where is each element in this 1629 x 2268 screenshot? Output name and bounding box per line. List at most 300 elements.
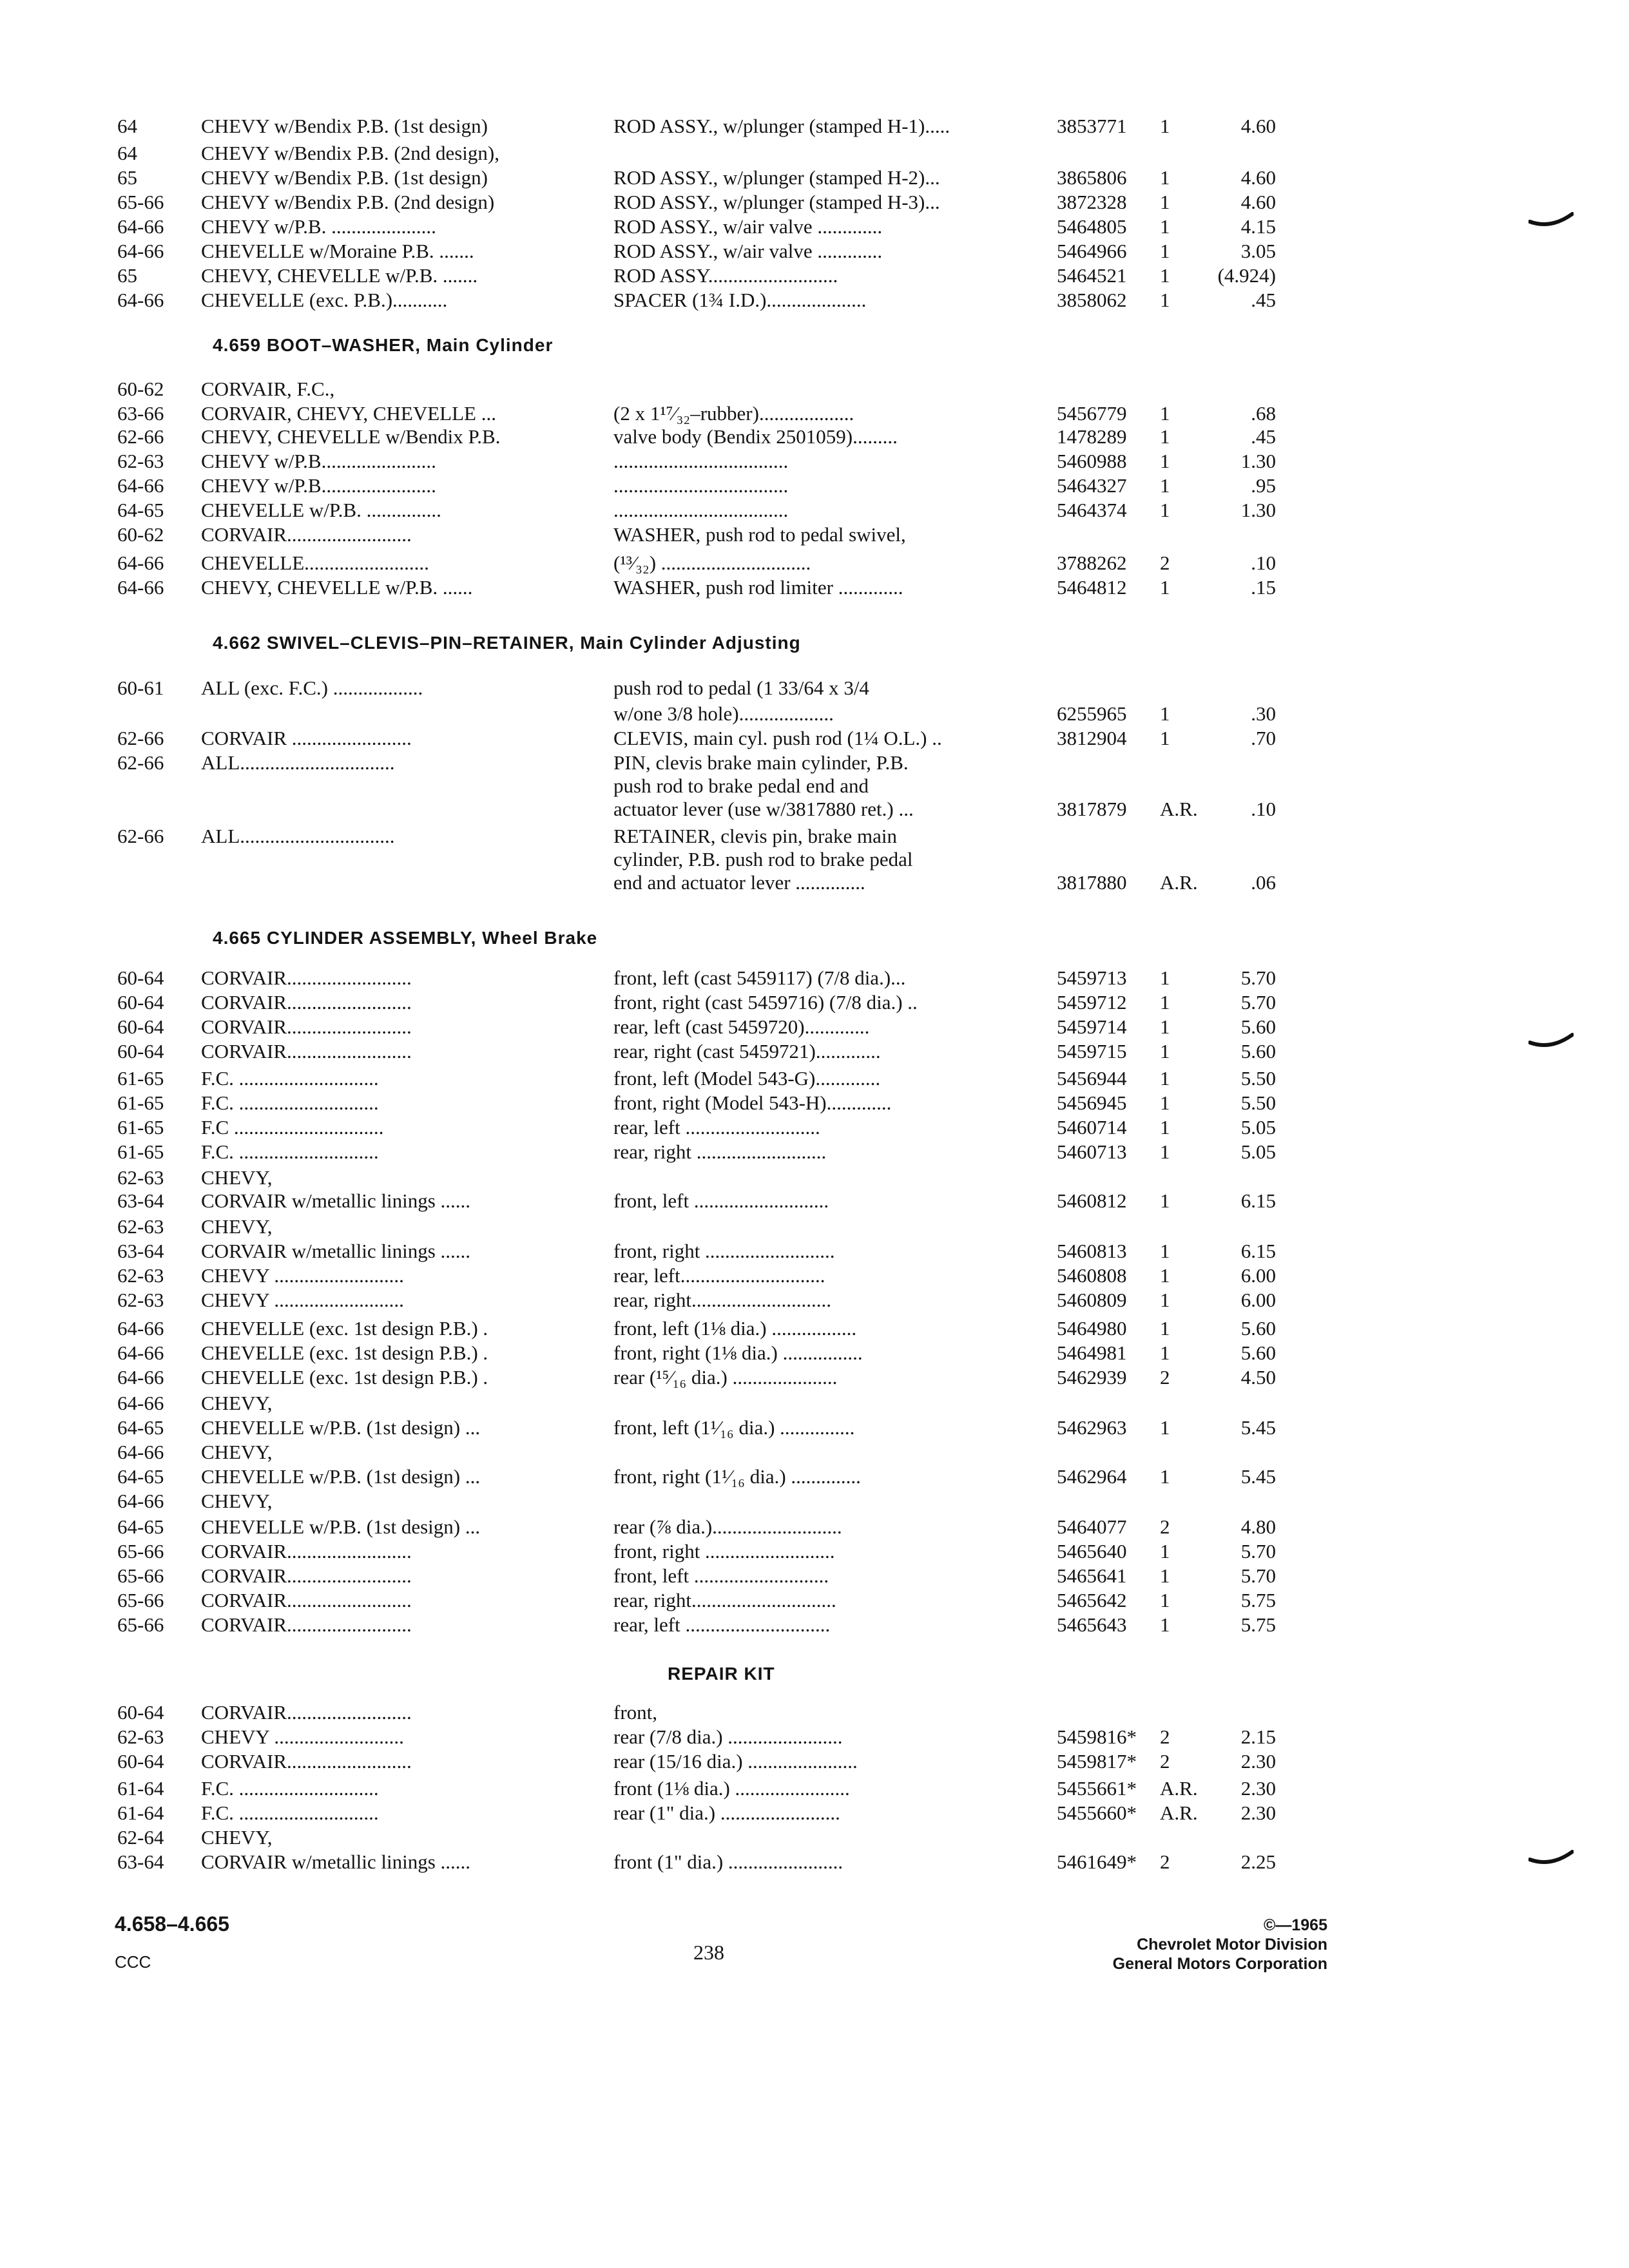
cell-part: 5462964 — [1057, 1465, 1127, 1488]
cell-desc: ................................... — [613, 474, 789, 497]
cell-model: CORVAIR w/metallic linings ...... — [201, 1240, 471, 1262]
cell-price: 2.30 — [1240, 1777, 1276, 1800]
table-row — [117, 751, 1290, 774]
cell-year: 65-66 — [117, 1589, 164, 1611]
cell-qty: 1 — [1160, 966, 1170, 989]
cell-qty: 1 — [1160, 240, 1170, 262]
cell-year: 60-62 — [117, 378, 164, 400]
cell-qty: 1 — [1160, 264, 1170, 287]
table-row — [117, 1091, 1290, 1115]
binding-mark-icon — [1528, 1031, 1574, 1050]
cell-desc: push rod to brake pedal end and — [613, 774, 869, 797]
cell-model: F.C .............................. — [201, 1116, 384, 1139]
cell-desc: SPACER (1¾ I.D.).................... — [613, 289, 867, 311]
cell-price: 5.75 — [1240, 1613, 1276, 1636]
cell-model: F.C. ............................ — [201, 1067, 379, 1090]
cell-qty: 1 — [1160, 1289, 1170, 1311]
table-row — [117, 774, 1290, 798]
cell-price: 6.15 — [1240, 1189, 1276, 1212]
cell-year: 60-64 — [117, 1040, 164, 1062]
table-row — [117, 115, 1290, 138]
cell-model: CHEVY, CHEVELLE w/Bendix P.B. — [201, 425, 501, 448]
cell-part: 5464812 — [1057, 576, 1127, 599]
cell-model: CORVAIR, F.C., — [201, 378, 335, 400]
cell-price: 4.60 — [1240, 115, 1276, 137]
table-row — [117, 1392, 1290, 1415]
table-row — [117, 1564, 1290, 1588]
cell-desc: rear (¹⁵⁄₁₆ dia.) ..................... — [613, 1366, 838, 1389]
cell-desc: front (1" dia.) ....................... — [613, 1850, 843, 1873]
cell-model: CORVAIR......................... — [201, 1589, 412, 1611]
cell-part: 3872328 — [1057, 191, 1127, 213]
page-number: 238 — [693, 1941, 724, 1964]
table-row — [117, 474, 1290, 497]
cell-desc: front, left (cast 5459117) (7/8 dia.)... — [613, 966, 906, 989]
cell-model: CHEVY .......................... — [201, 1264, 404, 1287]
cell-model: ALL............................... — [201, 751, 395, 774]
cell-part: 5455661* — [1057, 1777, 1137, 1800]
table-row — [117, 1725, 1290, 1749]
table-row — [117, 1189, 1290, 1213]
cell-price: .68 — [1251, 402, 1276, 425]
cell-model: CORVAIR......................... — [201, 1701, 412, 1724]
cell-price: (4.924) — [1217, 264, 1276, 287]
cell-desc: front, right (1⅛ dia.) ................ — [613, 1341, 863, 1364]
cell-model: CORVAIR......................... — [201, 1564, 412, 1587]
cell-year: 62-66 — [117, 425, 164, 448]
cell-desc: WASHER, push rod to pedal swivel, — [613, 523, 906, 546]
cell-qty: 1 — [1160, 1040, 1170, 1062]
table-row — [117, 1166, 1290, 1189]
cell-year: 62-64 — [117, 1826, 164, 1849]
cell-price: 4.15 — [1240, 215, 1276, 238]
cell-desc: rear, right............................ — [613, 1289, 831, 1311]
table-row — [117, 1850, 1290, 1874]
cell-model: CORVAIR......................... — [201, 1750, 412, 1773]
table-row — [117, 1540, 1290, 1563]
cell-year: 61-65 — [117, 1067, 164, 1090]
cell-qty: 1 — [1160, 727, 1170, 749]
cell-year: 64-65 — [117, 499, 164, 521]
table-row — [117, 191, 1290, 214]
cell-price: .45 — [1251, 425, 1276, 448]
cell-qty: 1 — [1160, 576, 1170, 599]
cell-price: 4.60 — [1240, 191, 1276, 213]
cell-desc: push rod to pedal (1 33/64 x 3/4 — [613, 677, 869, 699]
cell-year: 65-66 — [117, 1613, 164, 1636]
cell-model: CHEVELLE......................... — [201, 552, 429, 574]
table-row — [117, 1750, 1290, 1773]
cell-model: CHEVY .......................... — [201, 1289, 404, 1311]
cell-desc: front, left ........................... — [613, 1564, 829, 1587]
cell-model: CHEVELLE (exc. 1st design P.B.) . — [201, 1366, 488, 1389]
cell-qty: 2 — [1160, 1725, 1170, 1748]
cell-part: 3865806 — [1057, 166, 1127, 189]
cell-model: CORVAIR, CHEVY, CHEVELLE ... — [201, 402, 496, 425]
cell-desc: (¹³⁄₃₂) .............................. — [613, 552, 811, 574]
cell-desc: front, left ........................... — [613, 1189, 829, 1212]
cell-price: 5.50 — [1240, 1067, 1276, 1090]
cell-qty: 1 — [1160, 1116, 1170, 1139]
cell-qty: 1 — [1160, 1091, 1170, 1114]
cell-year: 60-64 — [117, 1750, 164, 1773]
cell-desc: cylinder, P.B. push rod to brake pedal — [613, 848, 913, 870]
cell-desc: (2 x 1¹⁷⁄₃₂–rubber)................... — [613, 402, 854, 425]
cell-model: CORVAIR ........................ — [201, 727, 412, 749]
cell-part: 5460812 — [1057, 1189, 1127, 1212]
cell-part: 3817880 — [1057, 871, 1127, 894]
cell-price: 1.30 — [1240, 450, 1276, 472]
cell-model: CORVAIR......................... — [201, 1040, 412, 1062]
cell-year: 65 — [117, 166, 137, 189]
cell-year: 64 — [117, 115, 137, 137]
table-row — [117, 1441, 1290, 1464]
cell-model: CORVAIR......................... — [201, 966, 412, 989]
cell-desc: front, — [613, 1701, 658, 1724]
footer-section-range: 4.658–4.665 — [115, 1912, 229, 1936]
cell-desc: rear, left ............................. — [613, 1613, 831, 1636]
cell-price: .10 — [1251, 798, 1276, 820]
cell-price: 5.45 — [1240, 1416, 1276, 1439]
cell-year: 65-66 — [117, 1564, 164, 1587]
cell-desc: rear, right (cast 5459721)............. — [613, 1040, 881, 1062]
cell-part: 5456945 — [1057, 1091, 1127, 1114]
cell-qty: 1 — [1160, 425, 1170, 448]
cell-price: 5.70 — [1240, 1564, 1276, 1587]
table-row — [117, 1416, 1290, 1439]
cell-qty: 1 — [1160, 1240, 1170, 1262]
cell-model: CHEVELLE w/P.B. (1st design) ... — [201, 1416, 481, 1439]
cell-desc: ROD ASSY., w/plunger (stamped H-1)..... — [613, 115, 950, 137]
cell-part: 5465643 — [1057, 1613, 1127, 1636]
cell-qty: A.R. — [1160, 1802, 1198, 1824]
cell-desc: end and actuator lever .............. — [613, 871, 865, 894]
cell-qty: 1 — [1160, 991, 1170, 1014]
cell-part: 5464521 — [1057, 264, 1127, 287]
cell-part: 5459714 — [1057, 1015, 1127, 1038]
table-row — [117, 1067, 1290, 1090]
cell-year: 61-65 — [117, 1116, 164, 1139]
cell-part: 5456779 — [1057, 402, 1127, 425]
cell-year: 64-66 — [117, 552, 164, 574]
cell-price: 2.15 — [1240, 1725, 1276, 1748]
cell-desc: rear, right .......................... — [613, 1140, 827, 1163]
cell-desc: CLEVIS, main cyl. push rod (1¼ O.L.) .. — [613, 727, 942, 749]
cell-part: 5464327 — [1057, 474, 1127, 497]
cell-model: CHEVY w/P.B....................... — [201, 474, 436, 497]
cell-model: CORVAIR......................... — [201, 1015, 412, 1038]
cell-qty: 1 — [1160, 166, 1170, 189]
cell-desc: rear, left (cast 5459720)............. — [613, 1015, 870, 1038]
cell-desc: rear, left............................. — [613, 1264, 825, 1287]
table-row — [117, 991, 1290, 1014]
cell-price: .10 — [1251, 552, 1276, 574]
table-row — [117, 1040, 1290, 1063]
cell-model: CHEVY, — [201, 1166, 273, 1189]
cell-qty: 1 — [1160, 191, 1170, 213]
cell-price: 4.50 — [1240, 1366, 1276, 1389]
cell-desc: front, left (1⅛ dia.) ................. — [613, 1317, 857, 1340]
cell-part: 5465641 — [1057, 1564, 1127, 1587]
cell-desc: ROD ASSY., w/air valve ............. — [613, 215, 883, 238]
footer-code: CCC — [115, 1952, 151, 1972]
cell-price: 5.05 — [1240, 1116, 1276, 1139]
table-row — [117, 1264, 1290, 1287]
cell-year: 64-66 — [117, 1317, 164, 1340]
cell-year: 65-66 — [117, 1540, 164, 1562]
cell-year: 63-66 — [117, 402, 164, 425]
cell-model: CHEVELLE (exc. P.B.)........... — [201, 289, 448, 311]
cell-desc: front, left (Model 543-G)............. — [613, 1067, 881, 1090]
cell-year: 60-64 — [117, 1015, 164, 1038]
cell-year: 64-66 — [117, 215, 164, 238]
cell-model: ALL............................... — [201, 825, 395, 847]
table-row — [117, 1802, 1290, 1825]
cell-model: CORVAIR w/metallic linings ...... — [201, 1850, 471, 1873]
cell-model: CHEVY w/Bendix P.B. (2nd design) — [201, 191, 495, 213]
cell-part: 5464077 — [1057, 1515, 1127, 1538]
cell-year: 63-64 — [117, 1240, 164, 1262]
cell-part: 3853771 — [1057, 115, 1127, 137]
cell-qty: 1 — [1160, 1416, 1170, 1439]
cell-part: 6255965 — [1057, 702, 1127, 725]
section-heading-repair-kit: REPAIR KIT — [668, 1664, 775, 1684]
table-row — [117, 378, 1290, 401]
table-row — [117, 1289, 1290, 1312]
cell-price: 3.05 — [1240, 240, 1276, 262]
cell-desc: ................................... — [613, 450, 789, 472]
cell-year: 64-66 — [117, 1366, 164, 1389]
cell-price: 5.60 — [1240, 1040, 1276, 1062]
cell-desc: valve body (Bendix 2501059)......... — [613, 425, 898, 448]
table-row — [117, 450, 1290, 473]
cell-desc: RETAINER, clevis pin, brake main — [613, 825, 898, 847]
cell-desc: actuator lever (use w/3817880 ret.) ... — [613, 798, 914, 820]
cell-model: CHEVELLE w/P.B. (1st design) ... — [201, 1465, 481, 1488]
cell-price: .30 — [1251, 702, 1276, 725]
cell-year: 62-63 — [117, 1289, 164, 1311]
cell-qty: 1 — [1160, 115, 1170, 137]
cell-part: 1478289 — [1057, 425, 1127, 448]
table-row — [117, 677, 1290, 700]
cell-model: CHEVY, — [201, 1215, 273, 1238]
cell-model: F.C. ............................ — [201, 1091, 379, 1114]
cell-qty: A.R. — [1160, 1777, 1198, 1800]
cell-desc: w/one 3/8 hole)................... — [613, 702, 834, 725]
table-row — [117, 264, 1290, 287]
binding-mark-icon — [1528, 1848, 1574, 1867]
table-row — [117, 798, 1290, 821]
cell-qty: 2 — [1160, 1515, 1170, 1538]
cell-part: 5459715 — [1057, 1040, 1127, 1062]
table-row — [117, 576, 1290, 599]
cell-model: CHEVELLE w/Moraine P.B. ....... — [201, 240, 474, 262]
cell-part: 5462939 — [1057, 1366, 1127, 1389]
cell-year: 62-63 — [117, 1264, 164, 1287]
table-row — [117, 289, 1290, 312]
cell-model: CHEVY w/Bendix P.B. (1st design) — [201, 115, 488, 137]
cell-desc: rear (1" dia.) ........................ — [613, 1802, 840, 1824]
cell-qty: 1 — [1160, 1015, 1170, 1038]
table-row — [117, 1515, 1290, 1539]
cell-part: 5460713 — [1057, 1140, 1127, 1163]
cell-year: 65-66 — [117, 191, 164, 213]
cell-qty: 1 — [1160, 1564, 1170, 1587]
cell-qty: 1 — [1160, 289, 1170, 311]
cell-desc: ................................... — [613, 499, 789, 521]
cell-part: 5459713 — [1057, 966, 1127, 989]
cell-desc: ROD ASSY.......................... — [613, 264, 838, 287]
cell-year: 64-66 — [117, 289, 164, 311]
cell-year: 61-64 — [117, 1777, 164, 1800]
table-row — [117, 1015, 1290, 1039]
table-row — [117, 848, 1290, 871]
cell-model: CHEVY, — [201, 1392, 273, 1414]
cell-qty: 1 — [1160, 702, 1170, 725]
cell-year: 60-64 — [117, 1701, 164, 1724]
cell-qty: 2 — [1160, 552, 1170, 574]
cell-qty: 1 — [1160, 1067, 1170, 1090]
cell-part: 3817879 — [1057, 798, 1127, 820]
table-row — [117, 1613, 1290, 1637]
cell-year: 62-63 — [117, 450, 164, 472]
cell-qty: 1 — [1160, 1465, 1170, 1488]
cell-price: 5.75 — [1240, 1589, 1276, 1611]
cell-part: 5464980 — [1057, 1317, 1127, 1340]
cell-year: 64-66 — [117, 474, 164, 497]
cell-desc: ROD ASSY., w/plunger (stamped H-3)... — [613, 191, 940, 213]
table-row — [117, 1140, 1290, 1164]
cell-price: 5.05 — [1240, 1140, 1276, 1163]
cell-part: 5455660* — [1057, 1802, 1137, 1824]
cell-year: 63-64 — [117, 1850, 164, 1873]
section-heading-swivel-clevis: 4.662 SWIVEL–CLEVIS–PIN–RETAINER, Main Cylinder Adjusting — [213, 633, 801, 653]
cell-year: 60-61 — [117, 677, 164, 699]
table-row — [117, 1366, 1290, 1389]
cell-model: F.C. ............................ — [201, 1777, 379, 1800]
cell-model: ALL (exc. F.C.) .................. — [201, 677, 423, 699]
cell-part: 5460988 — [1057, 450, 1127, 472]
cell-price: 4.60 — [1240, 166, 1276, 189]
cell-model: CORVAIR......................... — [201, 1540, 412, 1562]
cell-part: 3812904 — [1057, 727, 1127, 749]
cell-qty: 1 — [1160, 1140, 1170, 1163]
cell-model: CORVAIR w/metallic linings ...... — [201, 1189, 471, 1212]
cell-model: CHEVELLE (exc. 1st design P.B.) . — [201, 1317, 488, 1340]
cell-model: CHEVY w/P.B....................... — [201, 450, 436, 472]
cell-desc: front, right (Model 543-H)............. — [613, 1091, 892, 1114]
cell-qty: 2 — [1160, 1850, 1170, 1873]
cell-year: 64-66 — [117, 576, 164, 599]
cell-price: 6.00 — [1240, 1264, 1276, 1287]
cell-qty: 1 — [1160, 1341, 1170, 1364]
cell-part: 5461649* — [1057, 1850, 1137, 1873]
cell-part: 5460809 — [1057, 1289, 1127, 1311]
table-row — [117, 142, 1290, 165]
cell-part: 5464981 — [1057, 1341, 1127, 1364]
cell-price: 5.60 — [1240, 1317, 1276, 1340]
cell-desc: front, right .......................... — [613, 1540, 835, 1562]
cell-model: CHEVY .......................... — [201, 1725, 404, 1748]
cell-year: 62-63 — [117, 1725, 164, 1748]
cell-year: 63-64 — [117, 1189, 164, 1212]
cell-price: 2.30 — [1240, 1750, 1276, 1773]
cell-year: 64-65 — [117, 1465, 164, 1488]
cell-year: 61-65 — [117, 1091, 164, 1114]
cell-year: 62-66 — [117, 727, 164, 749]
cell-model: CHEVY w/P.B. ..................... — [201, 215, 436, 238]
cell-desc: rear, right............................. — [613, 1589, 836, 1611]
cell-year: 64-66 — [117, 1490, 164, 1512]
table-row — [117, 523, 1290, 546]
cell-part: 3858062 — [1057, 289, 1127, 311]
cell-qty: A.R. — [1160, 798, 1198, 820]
cell-model: CHEVY, — [201, 1826, 273, 1849]
cell-desc: PIN, clevis brake main cylinder, P.B. — [613, 751, 909, 774]
cell-desc: WASHER, push rod limiter ............. — [613, 576, 903, 599]
cell-part: 5456944 — [1057, 1067, 1127, 1090]
cell-desc: front, right (1¹⁄₁₆ dia.) .............. — [613, 1465, 861, 1488]
cell-part: 5459712 — [1057, 991, 1127, 1014]
cell-desc: rear (⅞ dia.).......................... — [613, 1515, 842, 1538]
section-heading-boot-washer: 4.659 BOOT–WASHER, Main Cylinder — [213, 335, 554, 355]
cell-year: 61-64 — [117, 1802, 164, 1824]
table-row — [117, 966, 1290, 990]
table-row — [117, 1589, 1290, 1612]
table-row — [117, 240, 1290, 263]
cell-year: 61-65 — [117, 1140, 164, 1163]
cell-part: 5460808 — [1057, 1264, 1127, 1287]
cell-model: CORVAIR......................... — [201, 1613, 412, 1636]
cell-qty: 1 — [1160, 1589, 1170, 1611]
cell-year: 62-66 — [117, 751, 164, 774]
cell-qty: 2 — [1160, 1366, 1170, 1389]
cell-model: CHEVELLE w/P.B. ............... — [201, 499, 441, 521]
cell-part: 5460813 — [1057, 1240, 1127, 1262]
cell-desc: front (1⅛ dia.) ....................... — [613, 1777, 850, 1800]
table-row — [117, 702, 1290, 726]
cell-qty: 1 — [1160, 1264, 1170, 1287]
cell-desc: ROD ASSY., w/plunger (stamped H-2)... — [613, 166, 940, 189]
table-row — [117, 1490, 1290, 1513]
cell-price: 5.50 — [1240, 1091, 1276, 1114]
cell-price: 6.00 — [1240, 1289, 1276, 1311]
cell-qty: 1 — [1160, 1317, 1170, 1340]
cell-price: 5.60 — [1240, 1341, 1276, 1364]
cell-year: 60-64 — [117, 991, 164, 1014]
cell-price: 2.30 — [1240, 1802, 1276, 1824]
cell-year: 62-66 — [117, 825, 164, 847]
cell-qty: A.R. — [1160, 871, 1198, 894]
cell-part: 5460714 — [1057, 1116, 1127, 1139]
cell-year: 65 — [117, 264, 137, 287]
table-row — [117, 727, 1290, 750]
table-row — [117, 1465, 1290, 1488]
table-row — [117, 1826, 1290, 1849]
cell-price: 1.30 — [1240, 499, 1276, 521]
cell-year: 62-63 — [117, 1166, 164, 1189]
table-row — [117, 425, 1290, 448]
cell-year: 64-66 — [117, 1392, 164, 1414]
cell-year: 64-66 — [117, 1341, 164, 1364]
cell-part: 5464374 — [1057, 499, 1127, 521]
cell-desc: front, right .......................... — [613, 1240, 835, 1262]
cell-model: CORVAIR......................... — [201, 991, 412, 1014]
cell-model: F.C. ............................ — [201, 1140, 379, 1163]
cell-part: 5465640 — [1057, 1540, 1127, 1562]
cell-price: .95 — [1251, 474, 1276, 497]
table-row — [117, 1341, 1290, 1365]
